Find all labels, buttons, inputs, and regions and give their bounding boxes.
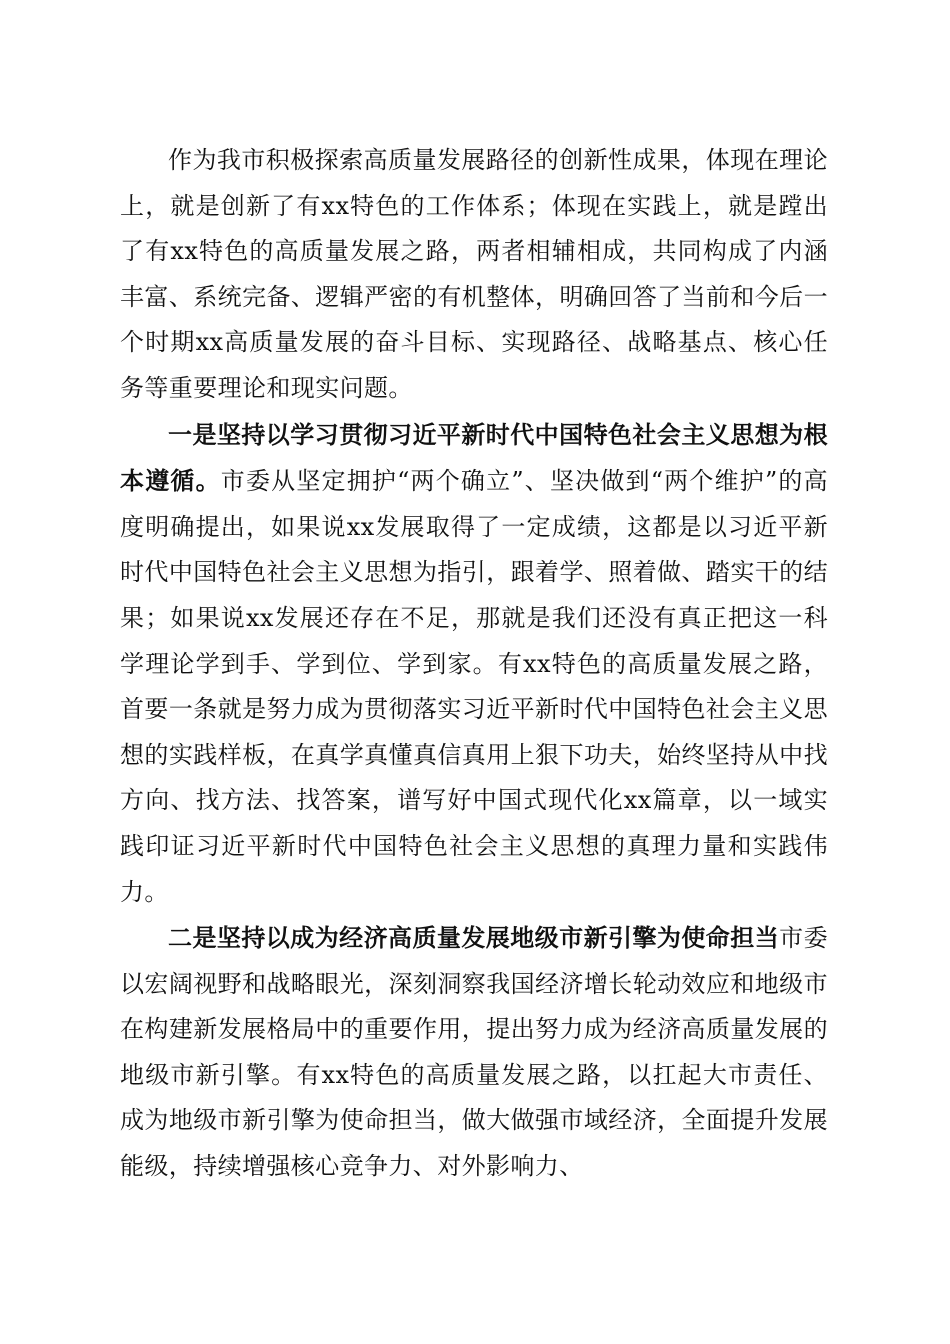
paragraph-intro <box>120 137 828 412</box>
paragraph-body: 市委以宏阔视野和战略眼光，深刻洞察我国经济增长轮动效应和地级市在构建新发展格局中的重要作用，提出努力成为经济高质量发展的地级市新引擎。有xx特色的高质量发展之路，以扛起大市责任、成为地级市新引擎为使命担当，做大做强市域经济，全面提升发展能级，持续增强核心竞争力、对外影响力、 <box>120 924 828 1181</box>
document-page <box>120 137 828 1190</box>
paragraph-body: 市委从坚定拥护“两个确立”、坚决做到“两个维护”的高度明确提出，如果说xx发展取得了一定成绩，这都是以习近平新时代中国特色社会主义思想为指引，跟着学、照着做、踏实干的结果；如果说xx发展还存在不足，那就是我们还没有真正把这一科学理论学到手、学到位、学到家。有xx特色的高质量发展之路，首要一条就是努力成为贯彻落实习近平新时代中国特色社会主义思想的实践样板，在真学真懂真信真用上狠下功夫，始终坚持从中找方向、找方法、找答案，谱写好中国式现代化xx篇章，以一域实践印证习近平新时代中国特色社会主义思想的真理力量和实践伟力。 <box>120 467 828 906</box>
paragraph-body: 作为我市积极探索高质量发展路径的创新性成果，体现在理论上，就是创新了有xx特色的工作体系；体现在实践上，就是蹚出了有xx特色的高质量发展之路，两者相辅相成，共同构成了内涵丰富、系统完备、逻辑严密的有机整体，明确回答了当前和今后一个时期xx高质量发展的奋斗目标、实现路径、战略基点、核心任务等重要理论和现实问题。 <box>120 146 828 402</box>
paragraph-point-two <box>120 915 828 1190</box>
paragraph-lead: 二是坚持以成为经济高质量发展地级市新引擎为使命担当 <box>168 923 780 953</box>
paragraph-lead: 一是坚持以学习贯彻习近平新时代中国特色社会主义思想为根本遵循。 <box>120 419 828 496</box>
paragraph-point-one <box>120 412 828 916</box>
